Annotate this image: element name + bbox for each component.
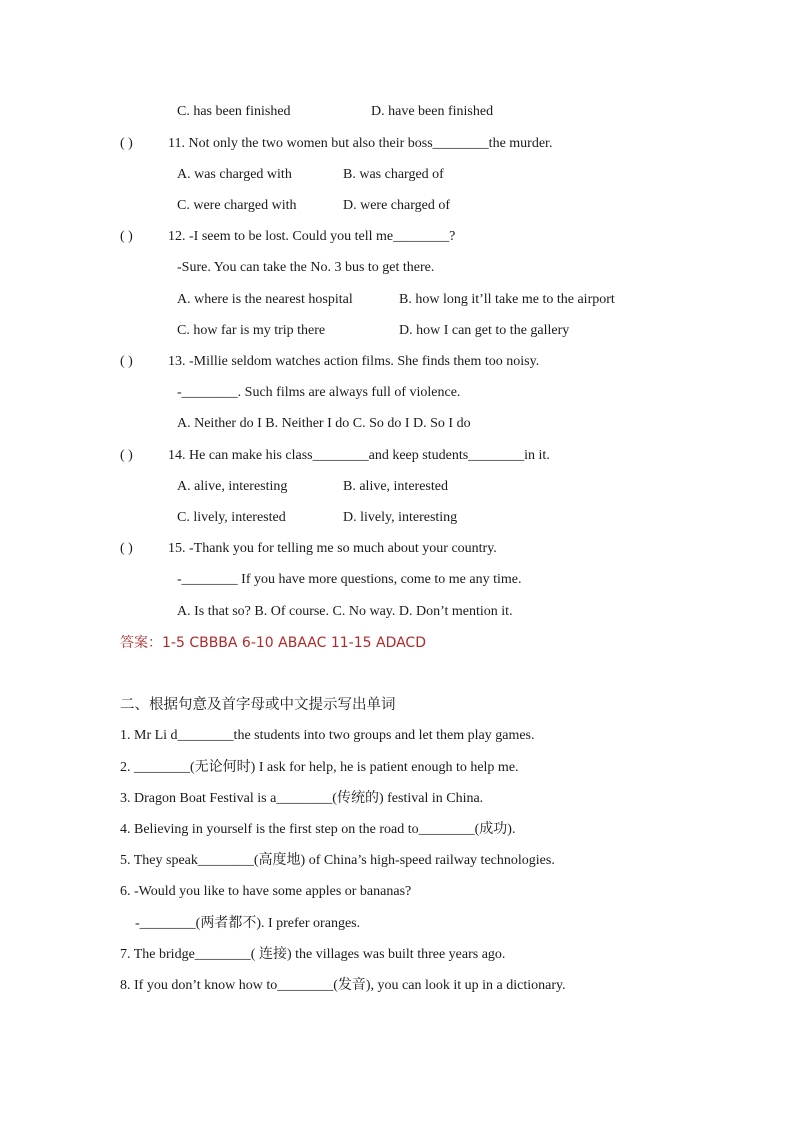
answer-blank[interactable]: ( ) (120, 229, 133, 244)
q13-reply: -________. Such films are always full of violence. (177, 385, 461, 400)
q15-options: A. Is that so? B. Of course. C. No way. D. Don’t mention it. (177, 604, 513, 619)
answer-blank[interactable]: ( ) (120, 541, 133, 556)
q13-options: A. Neither do I B. Neither I do C. So do I D. So I do (177, 416, 471, 431)
question-text: 11. Not only the two women but also their boss________the murder. (168, 136, 553, 151)
question-15 (120, 540, 497, 558)
q11-options-cd (177, 197, 451, 215)
q10-options-cd (177, 103, 494, 121)
option-b: B. was charged of (343, 167, 444, 182)
fill-in-item-2: 2. ________(无论何时) I ask for help, he is patient enough to help me. (120, 760, 519, 775)
question-text: 14. He can make his class________and keep students________in it. (168, 448, 550, 463)
option-a: A. was charged with (177, 167, 292, 182)
fill-in-item-6-reply: -________(两者都不). I prefer oranges. (135, 916, 361, 931)
option-b: B. how long it’ll take me to the airport (399, 292, 615, 307)
question-text: 13. -Millie seldom watches action films. She finds them too noisy. (168, 354, 540, 369)
question-12 (120, 228, 455, 246)
question-text: 12. -I seem to be lost. Could you tell me________? (168, 229, 456, 244)
answer-key: 答案：1-5 CBBBA 6-10 ABAAC 11-15 ADACD (120, 635, 426, 651)
fill-in-item-5: 5. They speak________(高度地) of China’s high-speed railway technologies. (120, 853, 555, 868)
fill-in-item-1: 1. Mr Li d________the students into two groups and let them play games. (120, 728, 535, 743)
q14-options-ab (177, 478, 448, 496)
q12-options-ab (177, 291, 615, 309)
question-14 (120, 447, 550, 465)
option-c: C. lively, interested (177, 510, 286, 525)
answer-blank[interactable]: ( ) (120, 136, 133, 151)
option-d: D. how I can get to the gallery (399, 323, 570, 338)
option-c: C. how far is my trip there (177, 323, 326, 338)
q12-reply: -Sure. You can take the No. 3 bus to get there. (177, 260, 435, 275)
option-d: D. lively, interesting (343, 510, 458, 525)
option-c: C. were charged with (177, 198, 297, 213)
question-13 (120, 353, 539, 371)
question-text: 15. -Thank you for telling me so much about your country. (168, 541, 497, 556)
answer-blank[interactable]: ( ) (120, 354, 133, 369)
option-d: D. have been finished (371, 104, 494, 119)
option-a: A. where is the nearest hospital (177, 292, 353, 307)
fill-in-item-8: 8. If you don’t know how to________(发音), you can look it up in a dictionary. (120, 978, 566, 993)
option-c: C. has been finished (177, 104, 291, 119)
q11-options-ab (177, 166, 444, 184)
option-b: B. alive, interested (343, 479, 448, 494)
question-11 (120, 135, 552, 153)
option-a: A. alive, interesting (177, 479, 288, 494)
q15-reply: -________ If you have more questions, come to me any time. (177, 572, 522, 587)
fill-in-item-4: 4. Believing in yourself is the first step on the road to________(成功). (120, 822, 516, 837)
fill-in-item-3: 3. Dragon Boat Festival is a________(传统的) festival in China. (120, 791, 484, 806)
q14-options-cd (177, 509, 458, 527)
answer-blank[interactable]: ( ) (120, 448, 133, 463)
option-d: D. were charged of (343, 198, 451, 213)
section-heading: 二、根据句意及首字母或中文提示写出单词 (120, 697, 396, 713)
fill-in-item-6: 6. -Would you like to have some apples or bananas? (120, 884, 412, 899)
fill-in-item-7: 7. The bridge________( 连接) the villages was built three years ago. (120, 947, 506, 962)
q12-options-cd (177, 322, 570, 340)
